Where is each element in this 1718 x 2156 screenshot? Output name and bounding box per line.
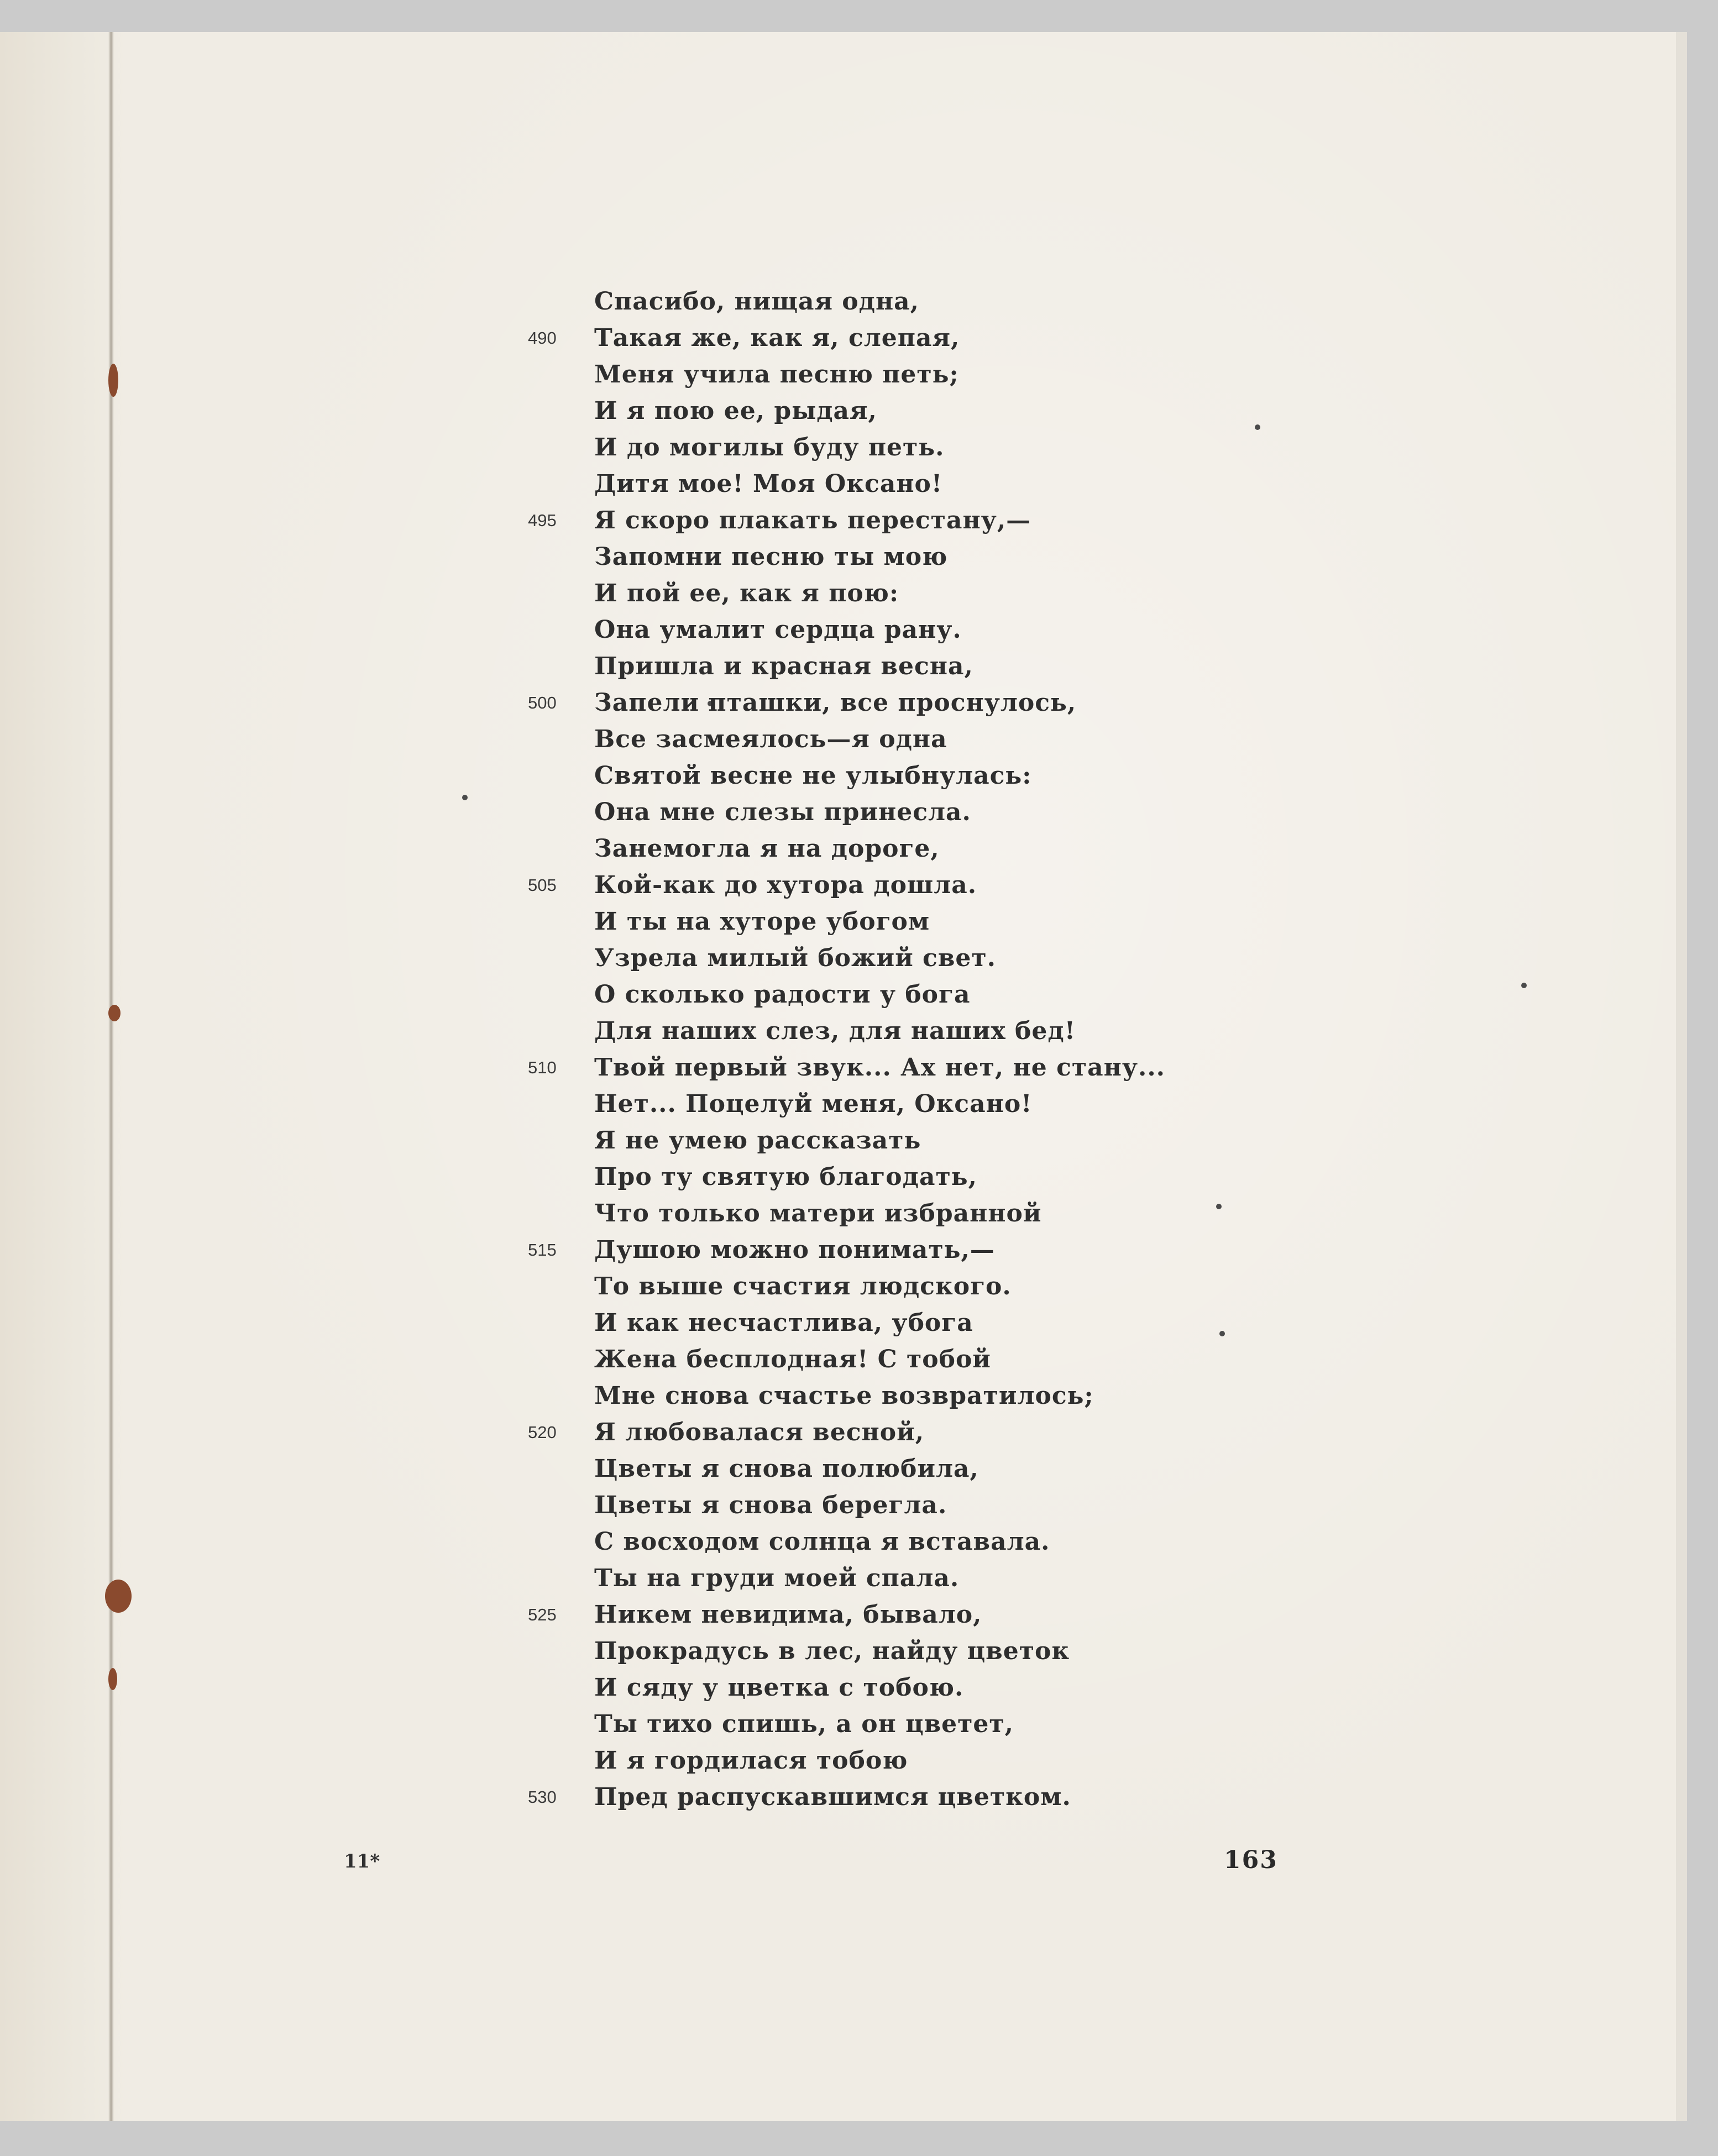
- line-text: Я не умею рассказать: [594, 1126, 921, 1155]
- line-text: Никем невидима, бывало,: [594, 1601, 982, 1629]
- line-text: Пред распускавшимся цветком.: [594, 1783, 1071, 1811]
- line-text: Меня учила песню петь;: [594, 360, 959, 389]
- line-text: Запомни песню ты мою: [594, 543, 948, 571]
- line-text: То выше счастия людского.: [594, 1272, 1012, 1300]
- verse-line: [594, 904, 1423, 940]
- verse-line: [594, 1451, 1423, 1487]
- verse-line: [594, 539, 1423, 575]
- verse-line: [528, 1232, 1423, 1268]
- verse-line: [594, 1706, 1423, 1743]
- line-text: Для наших слез, для наших бед!: [594, 1017, 1076, 1045]
- verse-line: [594, 1305, 1423, 1341]
- line-number: 500: [528, 693, 557, 712]
- verse-line: [528, 320, 1423, 356]
- verse-line: [594, 758, 1423, 794]
- verse-line: [594, 284, 1423, 320]
- verse-line: [594, 977, 1423, 1013]
- line-text: Нет... Поцелуй меня, Оксано!: [594, 1090, 1033, 1118]
- line-text: Душою можно понимать,—: [594, 1236, 995, 1264]
- ink-stain: [108, 1668, 117, 1690]
- line-text: Спасибо, нищая одна,: [594, 287, 919, 316]
- line-text: Она умалит сердца рану.: [594, 616, 962, 644]
- line-text: И я гордилася тобою: [594, 1746, 908, 1775]
- verse-line: [594, 1633, 1423, 1670]
- verse-line: [528, 1050, 1423, 1086]
- line-text: Дитя мое! Моя Оксано!: [594, 470, 943, 498]
- line-text: Про ту святую благодать,: [594, 1163, 977, 1191]
- line-text: Мне снова счастье возвратилось;: [594, 1382, 1094, 1410]
- line-number: 490: [528, 328, 557, 348]
- line-text: Кой-как до хутора дошла.: [594, 871, 977, 899]
- verse-line: [594, 1487, 1423, 1524]
- verse-line: [594, 1670, 1423, 1706]
- line-text: И до могилы буду петь.: [594, 433, 945, 461]
- line-text: Я любовалася весной,: [594, 1418, 925, 1446]
- line-text: Занемогла я на дороге,: [594, 835, 940, 863]
- spine-fold: [108, 32, 114, 2121]
- line-text: Узрела милый божий свет.: [594, 944, 996, 972]
- verse-line: [594, 575, 1423, 612]
- page-edge: [1676, 32, 1687, 2121]
- verse-line: [594, 612, 1423, 648]
- ink-stain: [108, 1005, 121, 1021]
- line-text: Я скоро плакать перестану,—: [594, 506, 1031, 534]
- line-text: Запели пташки, все проснулось,: [594, 689, 1077, 717]
- line-text: И сяду у цветка с тобою.: [594, 1674, 964, 1702]
- line-number: 495: [528, 511, 557, 530]
- verse-line: [594, 429, 1423, 466]
- verse-line: [528, 1414, 1423, 1451]
- verse-line: [594, 1743, 1423, 1779]
- verse-line: [594, 393, 1423, 429]
- verse-line: [594, 794, 1423, 831]
- line-text: И я пою ее, рыдая,: [594, 397, 877, 425]
- verse-line: [528, 867, 1423, 904]
- verse-line: [594, 356, 1423, 393]
- signature-mark: 11*: [344, 1850, 380, 1872]
- ink-stain: [108, 364, 118, 397]
- ink-speck: [462, 795, 468, 800]
- verse-line: [594, 940, 1423, 977]
- line-text: И как несчастлива, убога: [594, 1309, 973, 1337]
- line-text: Ты на груди моей спала.: [594, 1564, 960, 1592]
- ink-stain: [105, 1580, 132, 1613]
- line-text: Цветы я снова полюбила,: [594, 1455, 979, 1483]
- line-number: 525: [528, 1605, 557, 1624]
- verse-line: [594, 1341, 1423, 1378]
- line-number: 510: [528, 1058, 557, 1077]
- verse-line: [594, 1159, 1423, 1195]
- line-text: И ты на хуторе убогом: [594, 907, 930, 936]
- verse-line: [594, 1378, 1423, 1414]
- verse-line: [594, 1560, 1423, 1597]
- line-number: 505: [528, 875, 557, 895]
- verse-line: [594, 1122, 1423, 1159]
- line-number: 515: [528, 1240, 557, 1260]
- line-text: Ты тихо спишь, а он цветет,: [594, 1710, 1014, 1738]
- verse-line: [528, 1779, 1423, 1816]
- line-text: Она мне слезы принесла.: [594, 798, 971, 826]
- line-text: И пой ее, как я пою:: [594, 579, 899, 607]
- line-text: Твой первый звук... Ах нет, не стану...: [594, 1053, 1165, 1082]
- line-number: 520: [528, 1423, 557, 1442]
- verse-line: [594, 648, 1423, 685]
- verse-line: [528, 1597, 1423, 1633]
- poem-body: [528, 284, 1423, 1831]
- line-text: Святой весне не улыбнулась:: [594, 762, 1032, 790]
- verse-line: [594, 466, 1423, 502]
- verse-line: [594, 1086, 1423, 1122]
- page-number: 163: [1224, 1846, 1278, 1874]
- ink-speck: [1521, 983, 1527, 988]
- line-text: Жена бесплодная! С тобой: [594, 1345, 991, 1373]
- verse-line: [594, 1013, 1423, 1050]
- line-text: Все засмеялось—я одна: [594, 725, 947, 753]
- line-text: С восходом солнца я вставала.: [594, 1528, 1050, 1556]
- verse-line: [594, 721, 1423, 758]
- line-number: 530: [528, 1787, 557, 1807]
- line-text: Цветы я снова берегла.: [594, 1491, 947, 1519]
- verse-line: [594, 1524, 1423, 1560]
- line-text: Такая же, как я, слепая,: [594, 324, 960, 352]
- verse-line: [594, 1268, 1423, 1305]
- line-text: О сколько радости у бога: [594, 980, 971, 1009]
- verse-line: [528, 502, 1423, 539]
- line-text: Что только матери избранной: [594, 1199, 1042, 1227]
- line-text: Пришла и красная весна,: [594, 652, 973, 680]
- verse-line: [528, 685, 1423, 721]
- verse-line: [594, 831, 1423, 867]
- line-text: Прокрадусь в лес, найду цветок: [594, 1637, 1070, 1665]
- verse-line: [594, 1195, 1423, 1232]
- book-page: [0, 32, 1676, 2121]
